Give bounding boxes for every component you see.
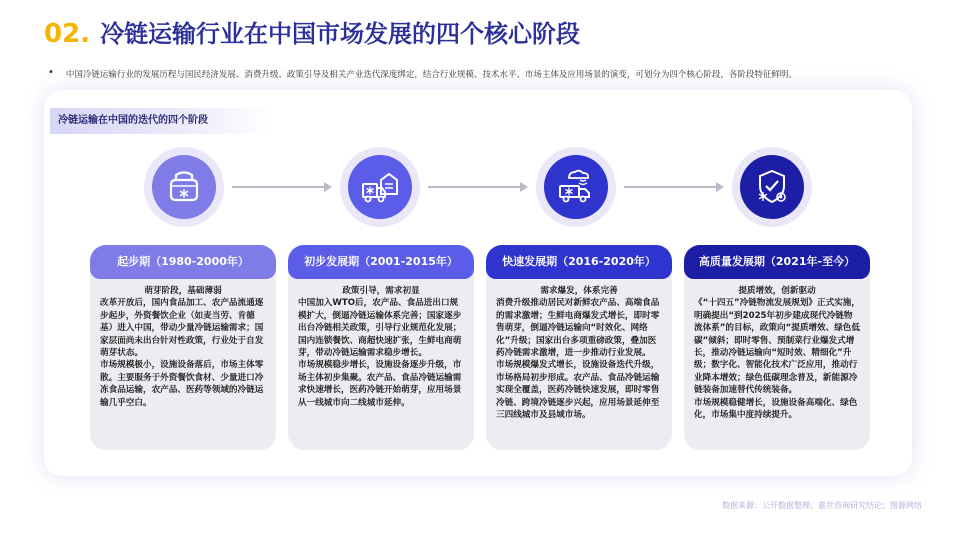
stage-subtitle: 提质增效，创新驱动 [738,286,816,296]
stage-body [288,279,474,409]
stage-title: 起步期（1980-2000年） [90,245,276,279]
bullet-icon: • [48,67,54,78]
smart-cold-truck-icon [544,155,608,219]
cold-truck-warehouse-icon [348,155,412,219]
stage-feature-text: 市场规模稳健增长，设施设备高端化、绿色化，市场集中度持续提升。 [694,397,858,421]
data-source-note: 数据来源：公开数据整理；嘉世咨询研究结论；图源网络 [722,501,922,510]
stage-body [486,279,672,421]
title-row [44,14,580,49]
stage-3-icon-wrap [536,147,616,227]
stage-background-text: 《“十四五”冷链物流发展规划》正式实施，明确提出“到2025年初步建成现代冷链物流体系”的目标，政策向“提质增效、绿色低碳”倾斜；即时零售、预制菜行业爆发式增长，推动冷链运输向“短时效、精细化”升级；数字化、智能化技术广泛应用，推动行业降本增效；绿色低碳理念普及，新能源冷链装备加速替代传统装备。 [694,298,860,396]
section-number: 02. [44,19,91,49]
stage-2-icon-wrap [340,147,420,227]
stage-card-4 [684,245,870,450]
stage-feature-text: 市场规模稳步增长，设施设备逐步升级，市场主体初步集聚。农产品、食品冷链运输需求快速增长，医药冷链开始萌芽，应用场景从一线城市向二线城市延伸。 [298,360,462,408]
flow-arrow-2 [428,186,526,188]
stage-subtitle: 政策引导，需求初显 [342,286,420,296]
stage-background-text: 消费升级推动居民对新鲜农产品、高端食品的需求激增；生鲜电商爆发式增长，即时零售萌芽，倒逼冷链运输向“时效化、网络化”升级；国家出台多项重磅政策，叠加医药冷链需求激增，进一步推动行业发展。 [496,298,660,359]
stage-background-text: 改革开放后，国内食品加工、农产品流通逐步起步，外资餐饮企业（如麦当劳、肯德基）进入中国，带动少量冷链运输需求；国家层面尚未出台针对性政策，行业处于自发萌芽状态。 [100,298,264,359]
stage-card-2 [288,245,474,450]
stage-body [684,279,870,421]
stage-title: 初步发展期（2001-2015年） [288,245,474,279]
stage-body [90,279,276,409]
stage-subtitle: 萌芽阶段，基础薄弱 [144,286,222,296]
page-title: 冷链运输行业在中国市场发展的四个核心阶段 [100,20,581,48]
intro-paragraph [48,68,928,80]
cooler-box-icon [152,155,216,219]
stage-4-icon-wrap [732,147,812,227]
stage-feature-text: 市场规模爆发式增长，设施设备迭代升级，市场格局初步形成。农产品、食品冷链运输实现全覆盖，医药冷链快速发展，即时零售冷链、跨境冷链逐步兴起，应用场景延伸至三四线城市及县域市场。 [496,360,660,421]
stage-background-text: 中国加入WTO后，农产品、食品进出口规模扩大，倒逼冷链运输体系完善；国家逐步出台冷链相关政策，引导行业规范化发展；国内连锁餐饮、商超快速扩张，生鲜电商萌芽，带动冷链运输需求稳步增长。 [298,298,462,359]
stage-title: 高质量发展期（2021年-至今） [684,245,870,279]
flow-arrow-3 [624,186,722,188]
stage-card-1 [90,245,276,450]
stage-feature-text: 市场规模极小，设施设备落后，市场主体零散。主要服务于外资餐饮食材、少量进口冷冻食品运输，农产品、医药等领域的冷链运输几乎空白。 [100,360,264,408]
stage-card-3 [486,245,672,450]
stage-subtitle: 需求爆发，体系完善 [540,286,618,296]
stage-title: 快速发展期（2016-2020年） [486,245,672,279]
stage-1-icon-wrap [144,147,224,227]
panel-tag: 冷链运输在中国的迭代的四个阶段 [50,108,270,134]
flow-arrow-1 [232,186,330,188]
shield-snowflake-icon [740,155,804,219]
stages-panel [44,90,912,476]
intro-text: 中国冷链运输行业的发展历程与国民经济发展、消费升级、政策引导及相关产业迭代深度绑定，结合行业规模、技术水平、市场主体及应用场景的演变，可划分为四个核心阶段，各阶段特征鲜明。 [65,70,797,80]
